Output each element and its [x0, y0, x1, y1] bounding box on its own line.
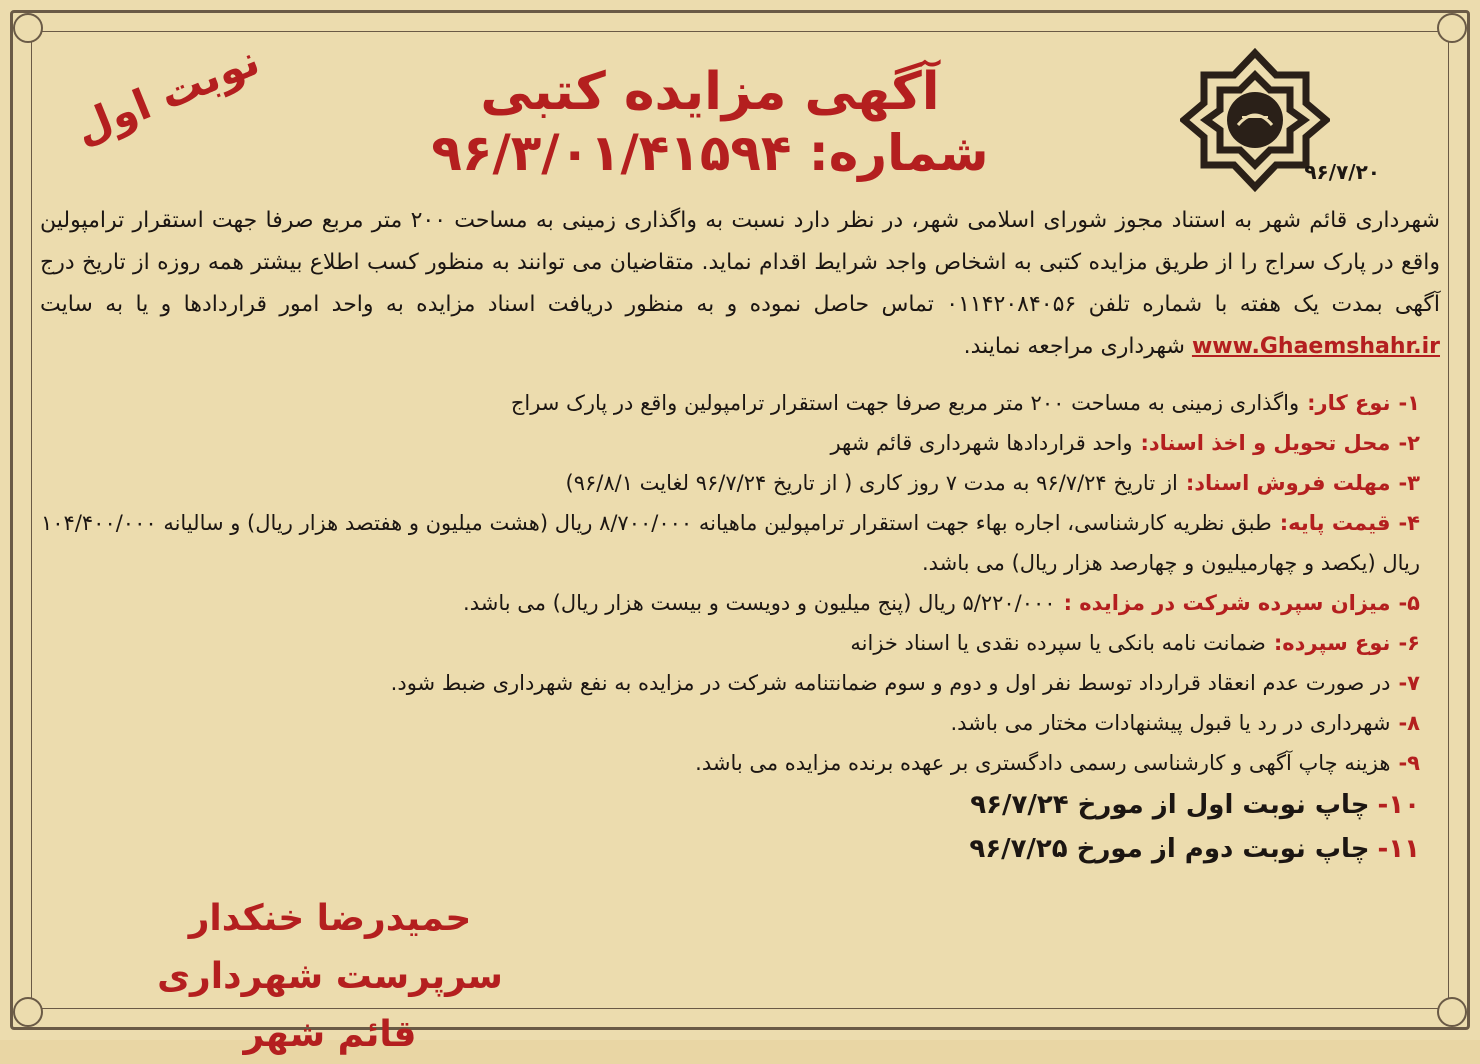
first-edition-stamp: نوبت اول: [67, 35, 267, 154]
list-item: [40, 503, 1420, 583]
item-label: مهلت فروش اسناد:: [1185, 471, 1391, 495]
signature-block: [130, 890, 530, 1064]
corner-ornament: [13, 13, 43, 43]
list-item: [40, 423, 1420, 463]
item-number: ۱۰-: [1377, 790, 1420, 820]
item-text: چاپ نوبت دوم از مورخ ۹۶/۷/۲۵: [969, 834, 1370, 864]
intro-text: شهرداری قائم شهر به استناد مجوز شورای اسلامی شهر، در نظر دارد نسبت به واگذاری زمینی به مساحت ۲۰۰ متر مربع صرفا جهت استقرار ترامپولین واقع در پارک سراج را از طریق مزایده کتبی به اشخاص واجد شرایط اقدام نماید. متقاضیان می توانند به منظور کسب اطلاع بیشتر همه روزه از تاریخ درج آگهی بمدت یک هفته با شماره تلفن ۰۱۱۴۲۰۸۴۰۵۶ تماس حاصل نموده و به منظور دریافت اسناد مزایده به واحد امور قراردادها و یا به سایت: [40, 208, 1440, 317]
item-text: ۵/۲۲۰/۰۰۰ ریال (پنج میلیون و دویست و بیست هزار ریال) می باشد.: [463, 591, 1056, 615]
item-text: شهرداری در رد یا قبول پیشنهادات مختار می باشد.: [950, 711, 1391, 735]
item-text: چاپ نوبت اول از مورخ ۹۶/۷/۲۴: [970, 790, 1370, 820]
list-item: [40, 703, 1420, 743]
corner-ornament: [1437, 13, 1467, 43]
item-number: ۱۱-: [1377, 834, 1420, 864]
signatory-name: حمیدرضا خنکدار: [188, 898, 472, 939]
list-item: [40, 383, 1420, 423]
notice-number: شماره: ۹۶/۳/۰۱/۴۱۵۹۴: [431, 124, 989, 182]
list-item: [40, 583, 1420, 623]
list-item: [40, 623, 1420, 663]
intro-text-end: شهرداری مراجعه نمایند.: [963, 334, 1185, 359]
item-text: ضمانت نامه بانکی یا سپرده نقدی یا اسناد خزانه: [850, 631, 1266, 655]
item-number: ۹-: [1398, 751, 1420, 775]
item-label: میزان سپرده شرکت در مزایده :: [1063, 591, 1391, 615]
list-item: [40, 783, 1420, 827]
list-item: [40, 663, 1420, 703]
item-number: ۸-: [1398, 711, 1420, 735]
corner-ornament: [13, 997, 43, 1027]
item-label: قیمت پایه:: [1279, 511, 1391, 535]
item-text: واحد قراردادها شهرداری قائم شهر: [830, 431, 1133, 455]
conditions-list: [40, 383, 1420, 871]
signatory-role: سرپرست شهرداری قائم شهر: [157, 956, 503, 1055]
notice-title: آگهی مزایده کتبی: [480, 62, 940, 122]
item-label: نوع سپرده:: [1273, 631, 1391, 655]
item-label: نوع کار:: [1307, 391, 1391, 415]
item-text: از تاریخ ۹۶/۷/۲۴ به مدت ۷ روز کاری ( از تاریخ ۹۶/۷/۲۴ لغایت ۹۶/۸/۱): [565, 471, 1178, 495]
website-link[interactable]: www.Ghaemshahr.ir: [1191, 334, 1440, 359]
intro-paragraph: [40, 200, 1440, 368]
notice-date: ۹۶/۷/۲۰: [1304, 160, 1380, 184]
item-number: ۷-: [1398, 671, 1420, 695]
item-number: ۶-: [1398, 631, 1420, 655]
item-text: در صورت عدم انعقاد قرارداد توسط نفر اول و دوم و سوم ضمانتنامه شرکت در مزایده به نفع شهرداری ضبط شود.: [390, 671, 1391, 695]
item-label: محل تحویل و اخذ اسناد:: [1140, 431, 1391, 455]
item-text: واگذاری زمینی به مساحت ۲۰۰ متر مربع صرفا جهت استقرار ترامپولین واقع در پارک سراج: [510, 391, 1300, 415]
item-number: ۵-: [1398, 591, 1420, 615]
item-number: ۱-: [1398, 391, 1420, 415]
list-item: [40, 743, 1420, 783]
item-text: طبق نظریه کارشناسی، اجاره بهاء جهت استقرار ترامپولین ماهیانه ۸/۷۰۰/۰۰۰ ریال (هشت میلیون و هفتصد هزار ریال) و سالیانه ۱۰۴/۴۰۰/۰۰۰ ریال (یکصد و چهارمیلیون و چهارصد هزار ریال) می باشد.: [40, 511, 1420, 575]
list-item: [40, 827, 1420, 871]
list-item: [40, 463, 1420, 503]
item-number: ۳-: [1398, 471, 1420, 495]
item-number: ۴-: [1398, 511, 1420, 535]
item-number: ۲-: [1398, 431, 1420, 455]
item-text: هزینه چاپ آگهی و کارشناسی رسمی دادگستری بر عهده برنده مزایده می باشد.: [695, 751, 1391, 775]
corner-ornament: [1437, 997, 1467, 1027]
